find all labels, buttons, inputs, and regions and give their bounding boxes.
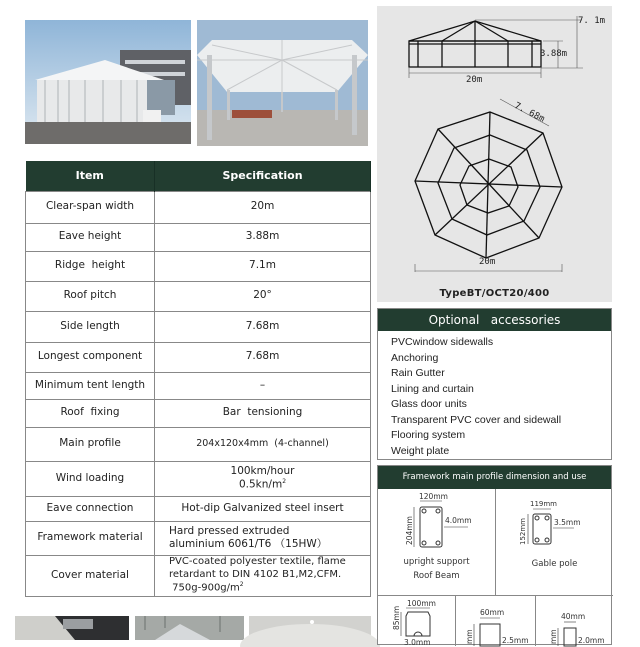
spec-cell: 20m	[155, 191, 371, 223]
spec-cell: Hot-dip Galvanized steel insert	[155, 496, 371, 521]
detail-photo-1	[15, 616, 129, 640]
spec-cell: –	[155, 372, 371, 399]
spec-table	[25, 161, 371, 597]
accessories-title: Optional accessories	[378, 309, 611, 331]
width-label: 119mm	[530, 500, 557, 508]
profile-4	[456, 596, 536, 646]
profile-5	[536, 596, 613, 646]
spec-cell: 7.68m	[155, 342, 371, 372]
table-row	[26, 427, 371, 461]
height-label: 152mm	[519, 518, 527, 545]
table-row	[26, 461, 371, 496]
height-label: 85mm	[392, 605, 401, 630]
header-item: Item	[26, 161, 155, 191]
item-cell: Main profile	[26, 427, 155, 461]
tent-drawing-panel	[377, 6, 612, 302]
table-row	[26, 311, 371, 342]
table-row	[26, 496, 371, 521]
height-label: 204mm	[405, 516, 414, 545]
optional-accessories-panel	[377, 308, 612, 460]
tent-exterior-photo	[25, 20, 191, 144]
item-cell: Framework material	[26, 521, 155, 555]
width-label: 60mm	[480, 608, 505, 617]
item-cell: Roof fixing	[26, 399, 155, 427]
eave-height-label: 3.88m	[540, 49, 568, 59]
framework-title: Framework main profile dimension and use	[378, 466, 611, 489]
spec-cell	[155, 461, 371, 496]
thickness-label: 2.0mm	[578, 636, 605, 645]
width-label: 120mm	[419, 492, 448, 501]
profile-caption: Gable pole	[531, 559, 578, 569]
item-cell: Wind loading	[26, 461, 155, 496]
detail-photo-2	[135, 616, 244, 640]
spec-cell: 7.1m	[155, 251, 371, 281]
item-cell: Roof pitch	[26, 281, 155, 311]
profile-upright-support	[378, 489, 496, 596]
width-label: 100mm	[407, 599, 436, 608]
item-cell: Eave connection	[26, 496, 155, 521]
tent-interior-photo	[197, 20, 368, 146]
list-item: Lining and curtain	[391, 382, 474, 395]
height-label: mm	[465, 629, 474, 644]
thickness-label: 2.5mm	[502, 636, 529, 645]
profile-caption: upright support	[403, 557, 470, 567]
item-cell: Eave height	[26, 223, 155, 251]
ridge-height-label: 7. 1m	[578, 16, 606, 26]
framework-profile-panel	[377, 465, 612, 645]
profile-gable-pole	[496, 489, 613, 596]
tent-plan-drawing	[415, 112, 562, 258]
profile-caption: Roof Beam	[413, 571, 460, 581]
spec-cell: Hard pressed extruded aluminium 6061/T6 （15HW）	[155, 521, 371, 555]
list-item: Weight plate	[391, 444, 450, 457]
table-row	[26, 399, 371, 427]
item-cell: Side length	[26, 311, 155, 342]
list-item: Flooring system	[391, 429, 466, 441]
spec-cell: PVC-coated polyester textile, flame retardant to DIN 4102 B1,M2,CFM. $750g-900g/m^2$	[155, 555, 371, 596]
detail-photo-3	[249, 616, 371, 640]
thickness-label: 3.0mm	[404, 638, 431, 647]
item-cell: Cover material	[26, 555, 155, 596]
item-cell: Clear-span width	[26, 191, 155, 223]
item-cell: Longest component	[26, 342, 155, 372]
list-item: Rain Gutter	[391, 367, 445, 379]
thickness-label: 3.5mm	[554, 518, 581, 527]
elevation-width-label: 20m	[466, 75, 483, 85]
table-row	[26, 281, 371, 311]
width-label: 40mm	[561, 612, 586, 621]
spec-cell: 204x120x4mm (4-channel)	[155, 427, 371, 461]
list-item: Transparent PVC cover and sidewall	[391, 413, 562, 426]
accessories-list	[378, 331, 611, 459]
profile-3	[378, 596, 456, 646]
table-row	[26, 342, 371, 372]
spec-cell: Bar tensioning	[155, 399, 371, 427]
spec-cell: 20°	[155, 281, 371, 311]
table-row	[26, 223, 371, 251]
item-cell: Ridge height	[26, 251, 155, 281]
wind-speed: 100km/hour	[230, 465, 295, 478]
list-item: PVCwindow sidewalls	[391, 336, 494, 348]
plan-width-label: 20m	[479, 257, 496, 267]
height-label: mm	[549, 629, 558, 644]
tent-type-label: TypeBT/OCT20/400	[439, 288, 550, 299]
list-item: Glass door units	[391, 398, 467, 410]
table-row	[26, 191, 371, 223]
table-row	[26, 372, 371, 399]
table-row	[26, 521, 371, 555]
item-cell: Minimum tent length	[26, 372, 155, 399]
list-item: Anchoring	[391, 351, 439, 364]
table-row	[26, 251, 371, 281]
thickness-label: 4.0mm	[445, 516, 472, 525]
table-row	[26, 555, 371, 596]
side-length-label: 7. 68m	[512, 101, 546, 125]
header-specification: Specification	[155, 161, 371, 191]
spec-cell: 3.88m	[155, 223, 371, 251]
wind-pressure: $0.5kn/m^2$	[238, 478, 287, 491]
spec-cell: 7.68m	[155, 311, 371, 342]
